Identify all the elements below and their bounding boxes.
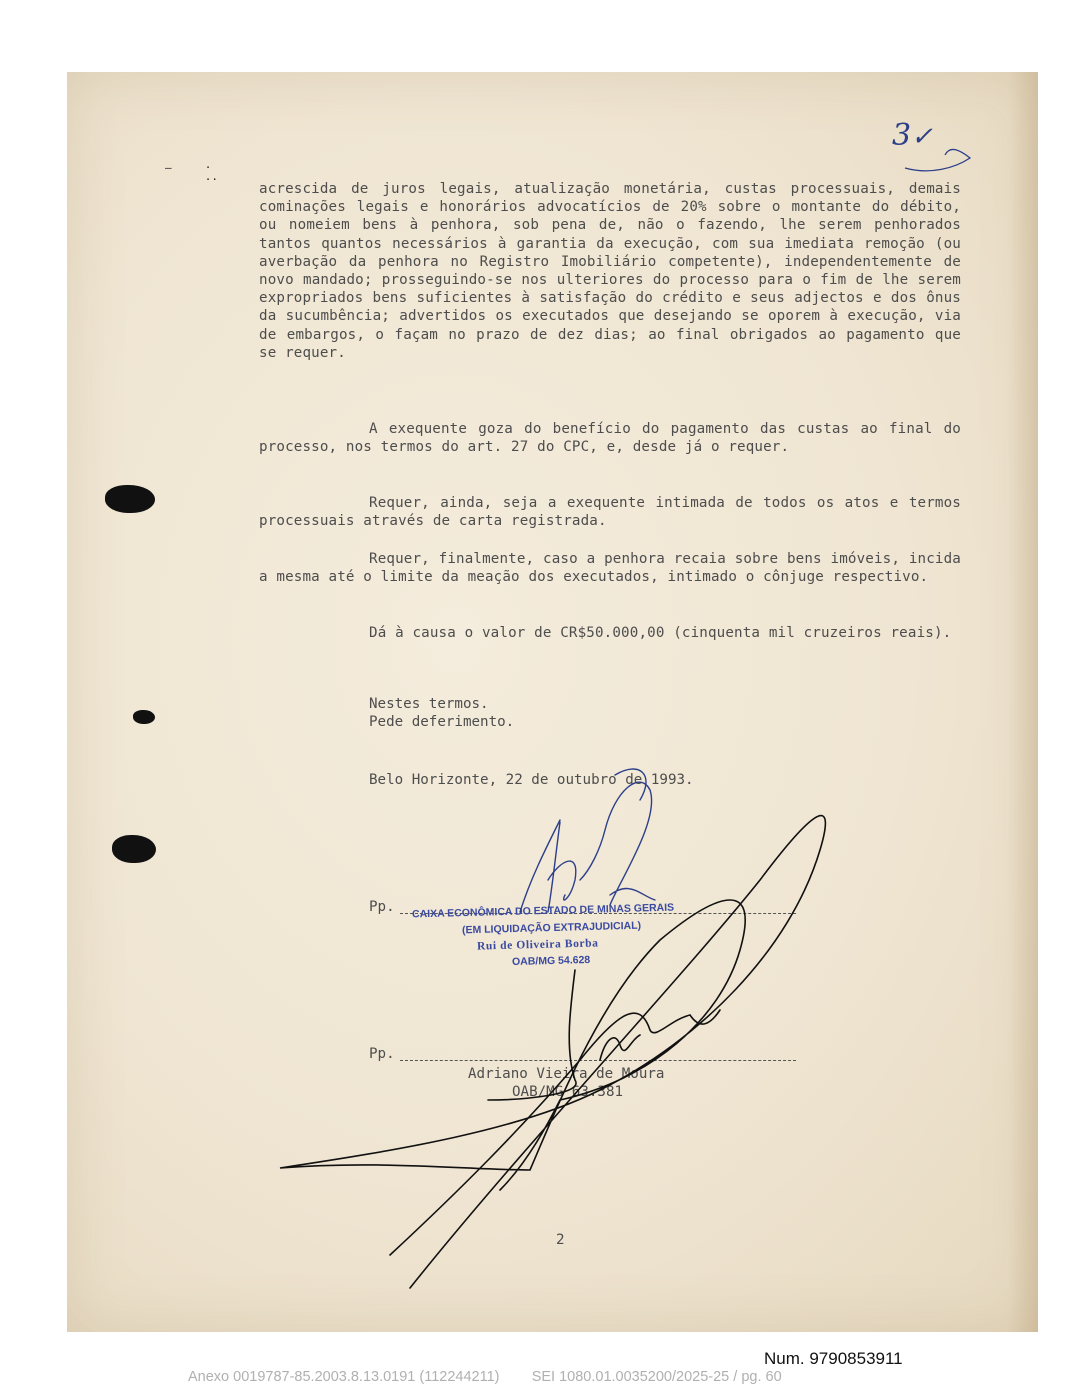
page-mark-suffix: ✓ — [911, 122, 933, 152]
stamp-line-4: OAB/MG 54.628 — [511, 953, 591, 969]
closing-line-1: Nestes termos. — [369, 696, 489, 712]
closing-line-2: Pede deferimento. — [369, 714, 515, 730]
stamp-line-1: CAIXA ECONÔMICA DO ESTADO DE MINAS GERAIS — [411, 901, 675, 921]
place-and-date: Belo Horizonte, 22 de outubro de 1993. — [369, 772, 694, 788]
signer-2-name: Adriano Vieira de Moura — [468, 1066, 665, 1082]
paragraph-4-text: Requer, finalmente, caso a penhora recaia sobre bens imóveis, incida a mesma até o limite da meação dos executados, intimado o cônjuge respectivo. — [259, 551, 961, 586]
page-mark-scribble — [905, 149, 970, 170]
signer-2-oab: OAB/MG 63.381 — [512, 1084, 624, 1100]
stamp-line-2: (EM LIQUIDAÇÃO EXTRAJUDICIAL) — [461, 919, 642, 937]
paragraph-1-text: acrescida de juros legais, atualização monetária, custas processuais, demais cominações legais e honorários advocatícios de 20% sobre o montante do débito, ou nomeiem bens à penhora, sob pena de, não o fazendo, lhe serem penhorados tantos quantos necessários à garantia da execução, com sua imediata remoção (ou averbação da penhora no Registro Imobiliário competente), independentemente de novo mandado; prosseguindo-se nos ulteriores do processo para o fim de lhe serem expropriados bens suficientes à satisfação do crédito e seus adjectos e dos ônus da sucumbência; advertidos os executados que desejando se oporem à execução, via de embargos, o façam no prazo de dez dias; ao final obrigados ao pagamento que se requer. — [259, 181, 961, 361]
page-mark-number: 3 — [892, 118, 912, 153]
annex-reference: Anexo 0019787-85.2003.8.13.0191 (112244211) SEI 1080.01.0035200/2025-25 / pg. 60 — [188, 1369, 782, 1385]
black-signature — [280, 816, 825, 1288]
blue-signature — [520, 769, 655, 912]
paragraph-2-text: A exequente goza do benefício do pagamento das custas ao final do processo, nos termos do art. 27 do CPC, e, desde já o requer. — [259, 421, 961, 456]
document-number: Num. 9790853911 — [764, 1349, 903, 1368]
signature-2-prefix: Pp. — [369, 1046, 395, 1062]
page-footer-number: 2 — [556, 1232, 565, 1248]
paragraph-5-text: Dá à causa o valor de CR$50.000,00 (cinquenta mil cruzeiros reais). — [369, 625, 952, 641]
margin-marks: – · ·· — [165, 161, 218, 186]
signature-1-prefix: Pp. — [369, 899, 395, 915]
stamp-line-3: Rui de Oliveira Borba — [476, 937, 599, 953]
paragraph-3-text: Requer, ainda, seja a exequente intimada de todos os atos e termos processuais através de carta registrada. — [259, 495, 961, 530]
